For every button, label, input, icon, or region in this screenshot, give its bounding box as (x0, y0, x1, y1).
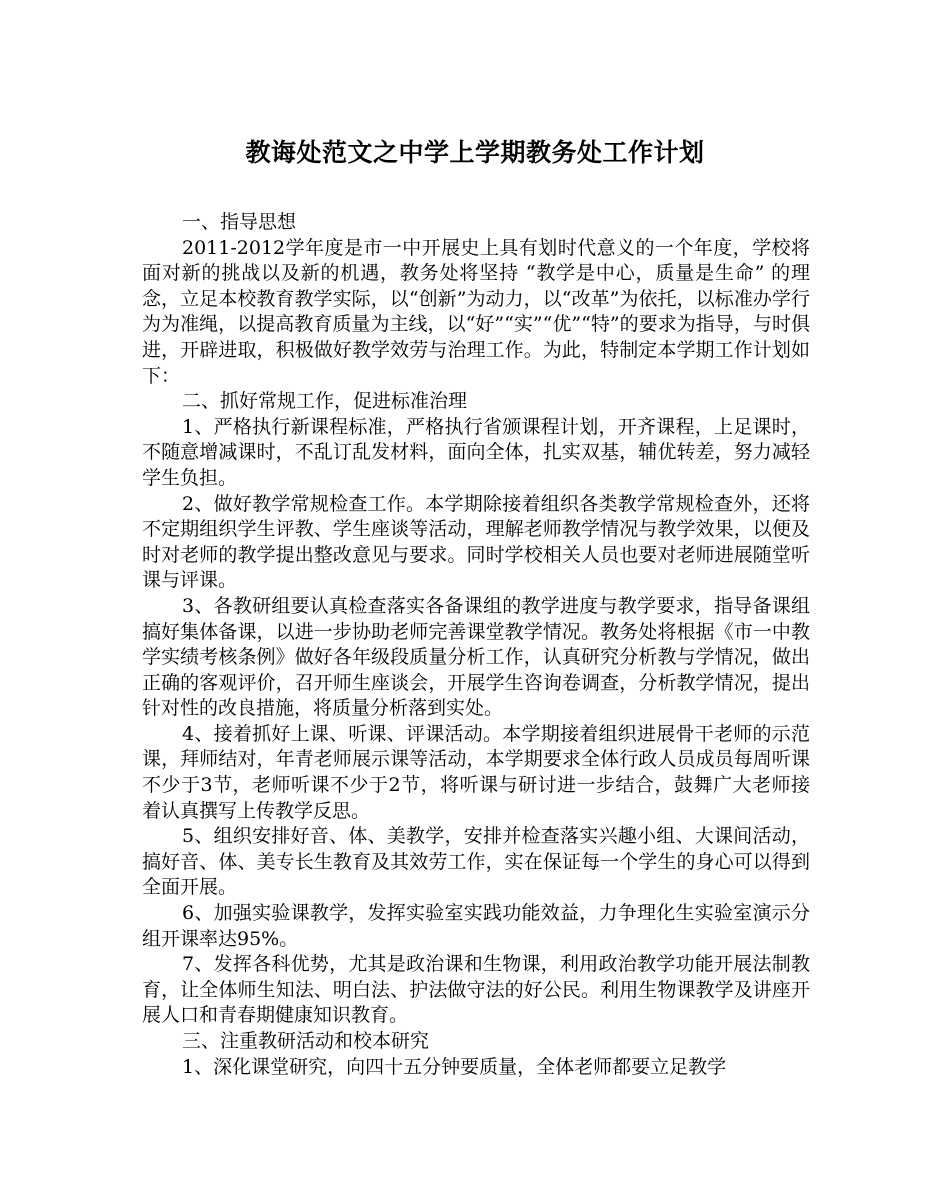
paragraph-item-3: 3、各教研组要认真检查落实各备课组的教学进度与教学要求，指导备课组搞好集体备课，以进一步协助老师完善课堂教学情况。教务处将根据《市一中教学实绩考核条例》做好各年级段质量分析工作，认真研究分析教与学情况，做出正确的客观评价，召开师生座谈会，开展学生咨询卷调查，分析教学情况，提出针对性的改良措施，将质量分析落到实处。 (142, 594, 810, 720)
section-heading-routine-work: 二、抓好常规工作，促进标准治理 (182, 390, 468, 413)
paragraph-item-4: 4、接着抓好上课、听课、评课活动。本学期接着组织进展骨干老师的示范课，拜师结对，年青老师展示课等活动，本学期要求全体行政人员成员每周听课不少于3节，老师听课不少于2节，将听课与研讨进一步结合，鼓舞广大老师接着认真撰写上传教学反思。 (142, 722, 810, 822)
paragraph-item-6: 6、加强实验课教学，发挥实验室实践功能效益，力争理化生实验室演示分组开课率达95%。 (142, 902, 810, 950)
paragraph-research-item-1: 1、深化课堂研究，向四十五分钟要质量，全体老师都要立足教学 (182, 1055, 727, 1078)
paragraph-item-5: 5、组织安排好音、体、美教学，安排并检查落实兴趣小组、大课间活动，搞好音、体、美专长生教育及其效劳工作，实在保证每一个学生的身心可以得到全面开展。 (142, 825, 810, 899)
section-heading-teaching-research: 三、注重教研活动和校本研究 (182, 1030, 430, 1052)
paragraph-item-1: 1、严格执行新课程标准，严格执行省颁课程计划，开齐课程，上足课时，不随意增减课时，不乱订乱发材料，面向全体，扎实双基，辅优转差，努力减轻学生负担。 (142, 415, 810, 489)
document-title: 教诲处范文之中学上学期教务处工作计划 (245, 138, 705, 167)
section-heading-guiding-thought: 一、指导思想 (182, 211, 297, 233)
paragraph-item-2: 2、做好教学常规检查工作。本学期除接着组织各类教学常规检查外，还将不定期组织学生评教、学生座谈等活动，理解老师教学情况与教学效果，以便及时对老师的教学提出整改意见与要求。同时学校相关人员也要对老师进展随堂听课与评课。 (142, 492, 810, 592)
paragraph-guiding-thought: 2011-2012学年度是市一中开展史上具有划时代意义的一个年度，学校将面对新的挑战以及新的机遇，教务处将坚持 “教学是中心，质量是生命” 的理念，立足本校教育教学实际，以“创新”为动力，以“改革”为依托，以标准办学行为为准绳，以提高教育质量为主线，以“好”“实”“优”“特”的要求为指导，与时俱进，开辟进取，积极做好教学效劳与治理工作。为此，特制定本学期工作计划如下： (142, 236, 810, 387)
document-body (142, 210, 810, 1080)
paragraph-item-7: 7、发挥各科优势，尤其是政治课和生物课，利用政治教学功能开展法制教育，让全体师生知法、明白法、护法做守法的好公民。利用生物课教学及讲座开展人口和青春期健康知识教育。 (142, 953, 810, 1027)
